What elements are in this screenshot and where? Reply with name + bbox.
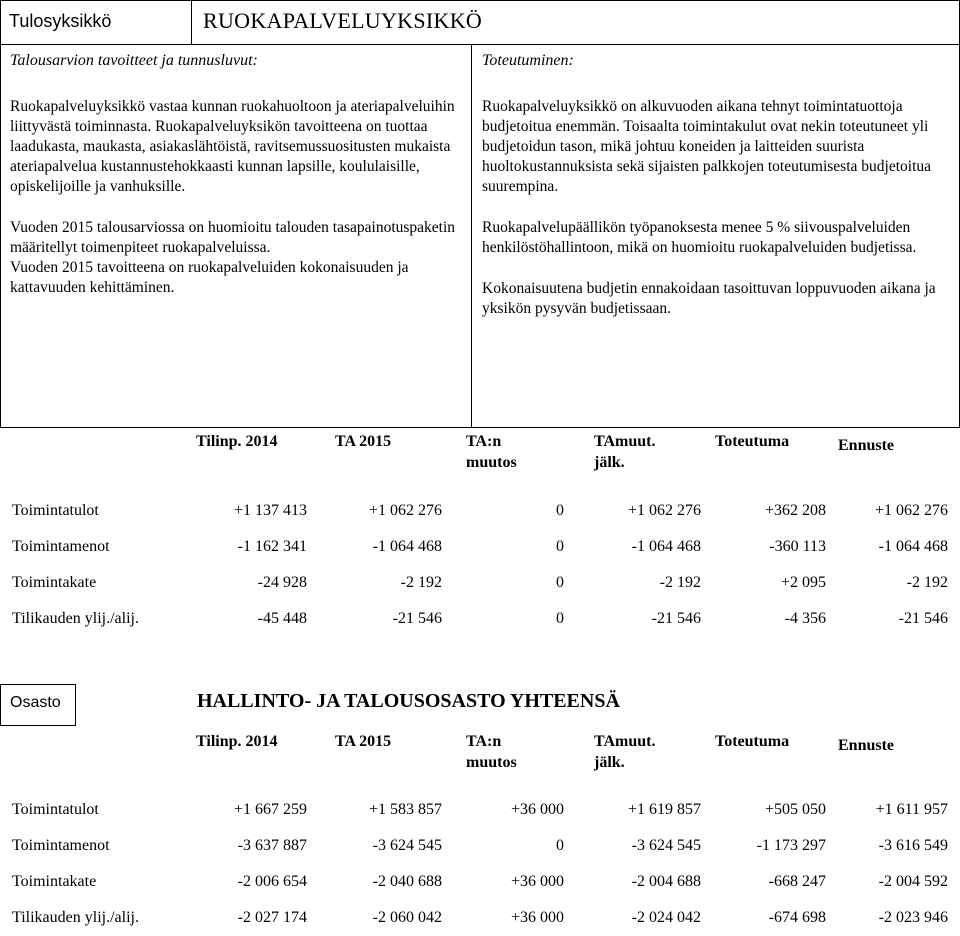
table-cell: -2 023 946 [878,909,948,926]
table-cell: -2 004 688 [631,873,701,890]
table-cell: +36 000 [510,873,564,890]
finance-table-hallinto [12,792,948,936]
table-cell: -3 624 545 [631,837,701,854]
table-row [12,565,948,601]
unit-label: Tulosyksikkö [9,11,112,31]
col-header-toteutuma: Toteutuma [715,733,790,750]
table-row [12,864,948,900]
table-cell: -674 698 [768,909,826,926]
table-row [12,828,948,864]
col-header-tamuut: TAmuut. jälk. [594,433,656,471]
table-cell: +1 667 259 [233,801,307,818]
table-cell: 0 [556,502,564,519]
table-row [12,601,948,637]
table-row [12,900,948,936]
table-cell: +1 137 413 [233,502,307,519]
table-cell: +2 095 [780,574,826,591]
col-header-ennuste: Ennuste [838,737,895,754]
table-cell: -1 162 341 [237,538,307,555]
divider [471,44,472,428]
table-cell: -3 616 549 [878,837,948,854]
row-label: Toimintatulot [12,502,99,519]
realization-paragraph: Kokonaisuutena budjetin ennakoidaan tasoittuvan loppuvuoden aikana ja yksikön pysyvän budjetissaan. [482,280,936,317]
col-header-tamuut: TAmuut. jälk. [594,733,656,771]
goals-paragraph: Ruokapalveluyksikkö vastaa kunnan ruokahuoltoon ja ateriapalveluihin liittyvästä toiminnasta. Ruokapalveluyksikön tavoitteena on tuottaa laadukasta, maukasta, asiakaslähtöistä, ravitsemussuositusten mukaista ateriapalvelua kustannustehokkaasti kunnan lapsille, koululaisille, opiskelijoille ja vanhuksille. [10,98,455,195]
table-cell: +362 208 [764,502,826,519]
dept-name: HALLINTO- JA TALOUSOSASTO YHTEENSÄ [197,690,620,712]
table-cell: -21 546 [898,610,948,627]
table-cell: +1 611 957 [875,801,948,818]
table-cell: +1 062 276 [874,502,948,519]
table-cell: -2 006 654 [237,873,307,890]
table-cell: -24 928 [257,574,307,591]
goals-text [10,97,465,298]
table-cell: -1 064 468 [372,538,442,555]
table-cell: -2 004 592 [878,873,948,890]
col-header-ta-muutos: TA:n muutos [466,733,517,771]
table-cell: -668 247 [768,873,826,890]
table-cell: +1 583 857 [368,801,442,818]
table-row [12,792,948,828]
realization-text [482,97,952,319]
goals-label: Talousarvion tavoitteet ja tunnusluvut: [10,52,258,69]
table-cell: -3 624 545 [372,837,442,854]
table-cell: +1 619 857 [627,801,701,818]
row-label: Tilikauden ylij./alij. [12,610,139,627]
table-cell: -2 027 174 [237,909,307,926]
table-cell: +1 062 276 [627,502,701,519]
table-cell: -1 064 468 [878,538,948,555]
table-cell: -3 637 887 [237,837,307,854]
table-cell: -2 192 [400,574,442,591]
table-cell: -4 356 [784,610,826,627]
table-cell: -2 024 042 [631,909,701,926]
row-label: Toimintakate [12,574,97,591]
col-header-ta2015: TA 2015 [335,433,392,450]
col-header-tilinp: Tilinp. 2014 [196,733,278,750]
dept-label: Osasto [10,694,61,711]
table-cell: +1 062 276 [368,502,442,519]
row-label: Toimintamenot [12,837,110,854]
table-cell: +36 000 [510,801,564,818]
table-cell: -1 173 297 [756,837,826,854]
table-cell: -2 192 [906,574,948,591]
table-cell: -360 113 [769,538,826,555]
divider [0,44,960,45]
col-header-ennuste: Ennuste [838,437,895,454]
row-label: Toimintamenot [12,538,110,555]
table-row [12,493,948,529]
realization-paragraph: Ruokapalveluyksikkö on alkuvuoden aikana tehnyt toimintatuottoja budjetoitua enemmän. Toisaalta toimintakulut ovat nekin toteutuneet yli budjetoidun tason, mikä johtuu koneiden ja laitteiden suurista huoltokustannuksista sekä sijaisten palkkojen toteutumisesta budjetoitua suurempina. [482,98,932,195]
goals-paragraph: Vuoden 2015 talousarviossa on huomioitu talouden tasapainotuspaketin määritellyt toimenpiteet ruokapalveluissa. [10,219,456,256]
col-header-tilinp: Tilinp. 2014 [196,433,278,450]
goals-paragraph: Vuoden 2015 tavoitteena on ruokapalveluiden kokonaisuuden ja kattavuuden kehittäminen. [10,259,409,296]
finance-table-ruokapalvelu [12,493,948,637]
row-label: Toimintakate [12,873,97,890]
table-cell: 0 [556,538,564,555]
table-cell: +36 000 [510,909,564,926]
divider [191,0,192,44]
table-cell: -2 060 042 [372,909,442,926]
table-cell: +505 050 [764,801,826,818]
table-row [12,529,948,565]
row-label: Tilikauden ylij./alij. [12,909,139,926]
col-header-ta2015: TA 2015 [335,733,392,750]
row-label: Toimintatulot [12,801,99,818]
table-cell: -1 064 468 [631,538,701,555]
table-cell: -45 448 [257,610,307,627]
table-cell: -2 040 688 [372,873,442,890]
table-cell: 0 [556,610,564,627]
table-cell: 0 [556,574,564,591]
realization-label: Toteutuminen: [482,52,574,69]
table-cell: -21 546 [651,610,701,627]
table-cell: -2 192 [659,574,701,591]
table-cell: -21 546 [392,610,442,627]
col-header-toteutuma: Toteutuma [715,433,790,450]
unit-name: RUOKAPALVELUYKSIKKÖ [203,8,483,33]
realization-paragraph: Ruokapalvelupäällikön työpanoksesta menee 5 % siivouspalveluiden henkilöstöhallintoon, mikä on huomioitu ruokapalveluiden budjetissa. [482,219,917,256]
table-cell: 0 [556,837,564,854]
col-header-ta-muutos: TA:n muutos [466,433,517,471]
